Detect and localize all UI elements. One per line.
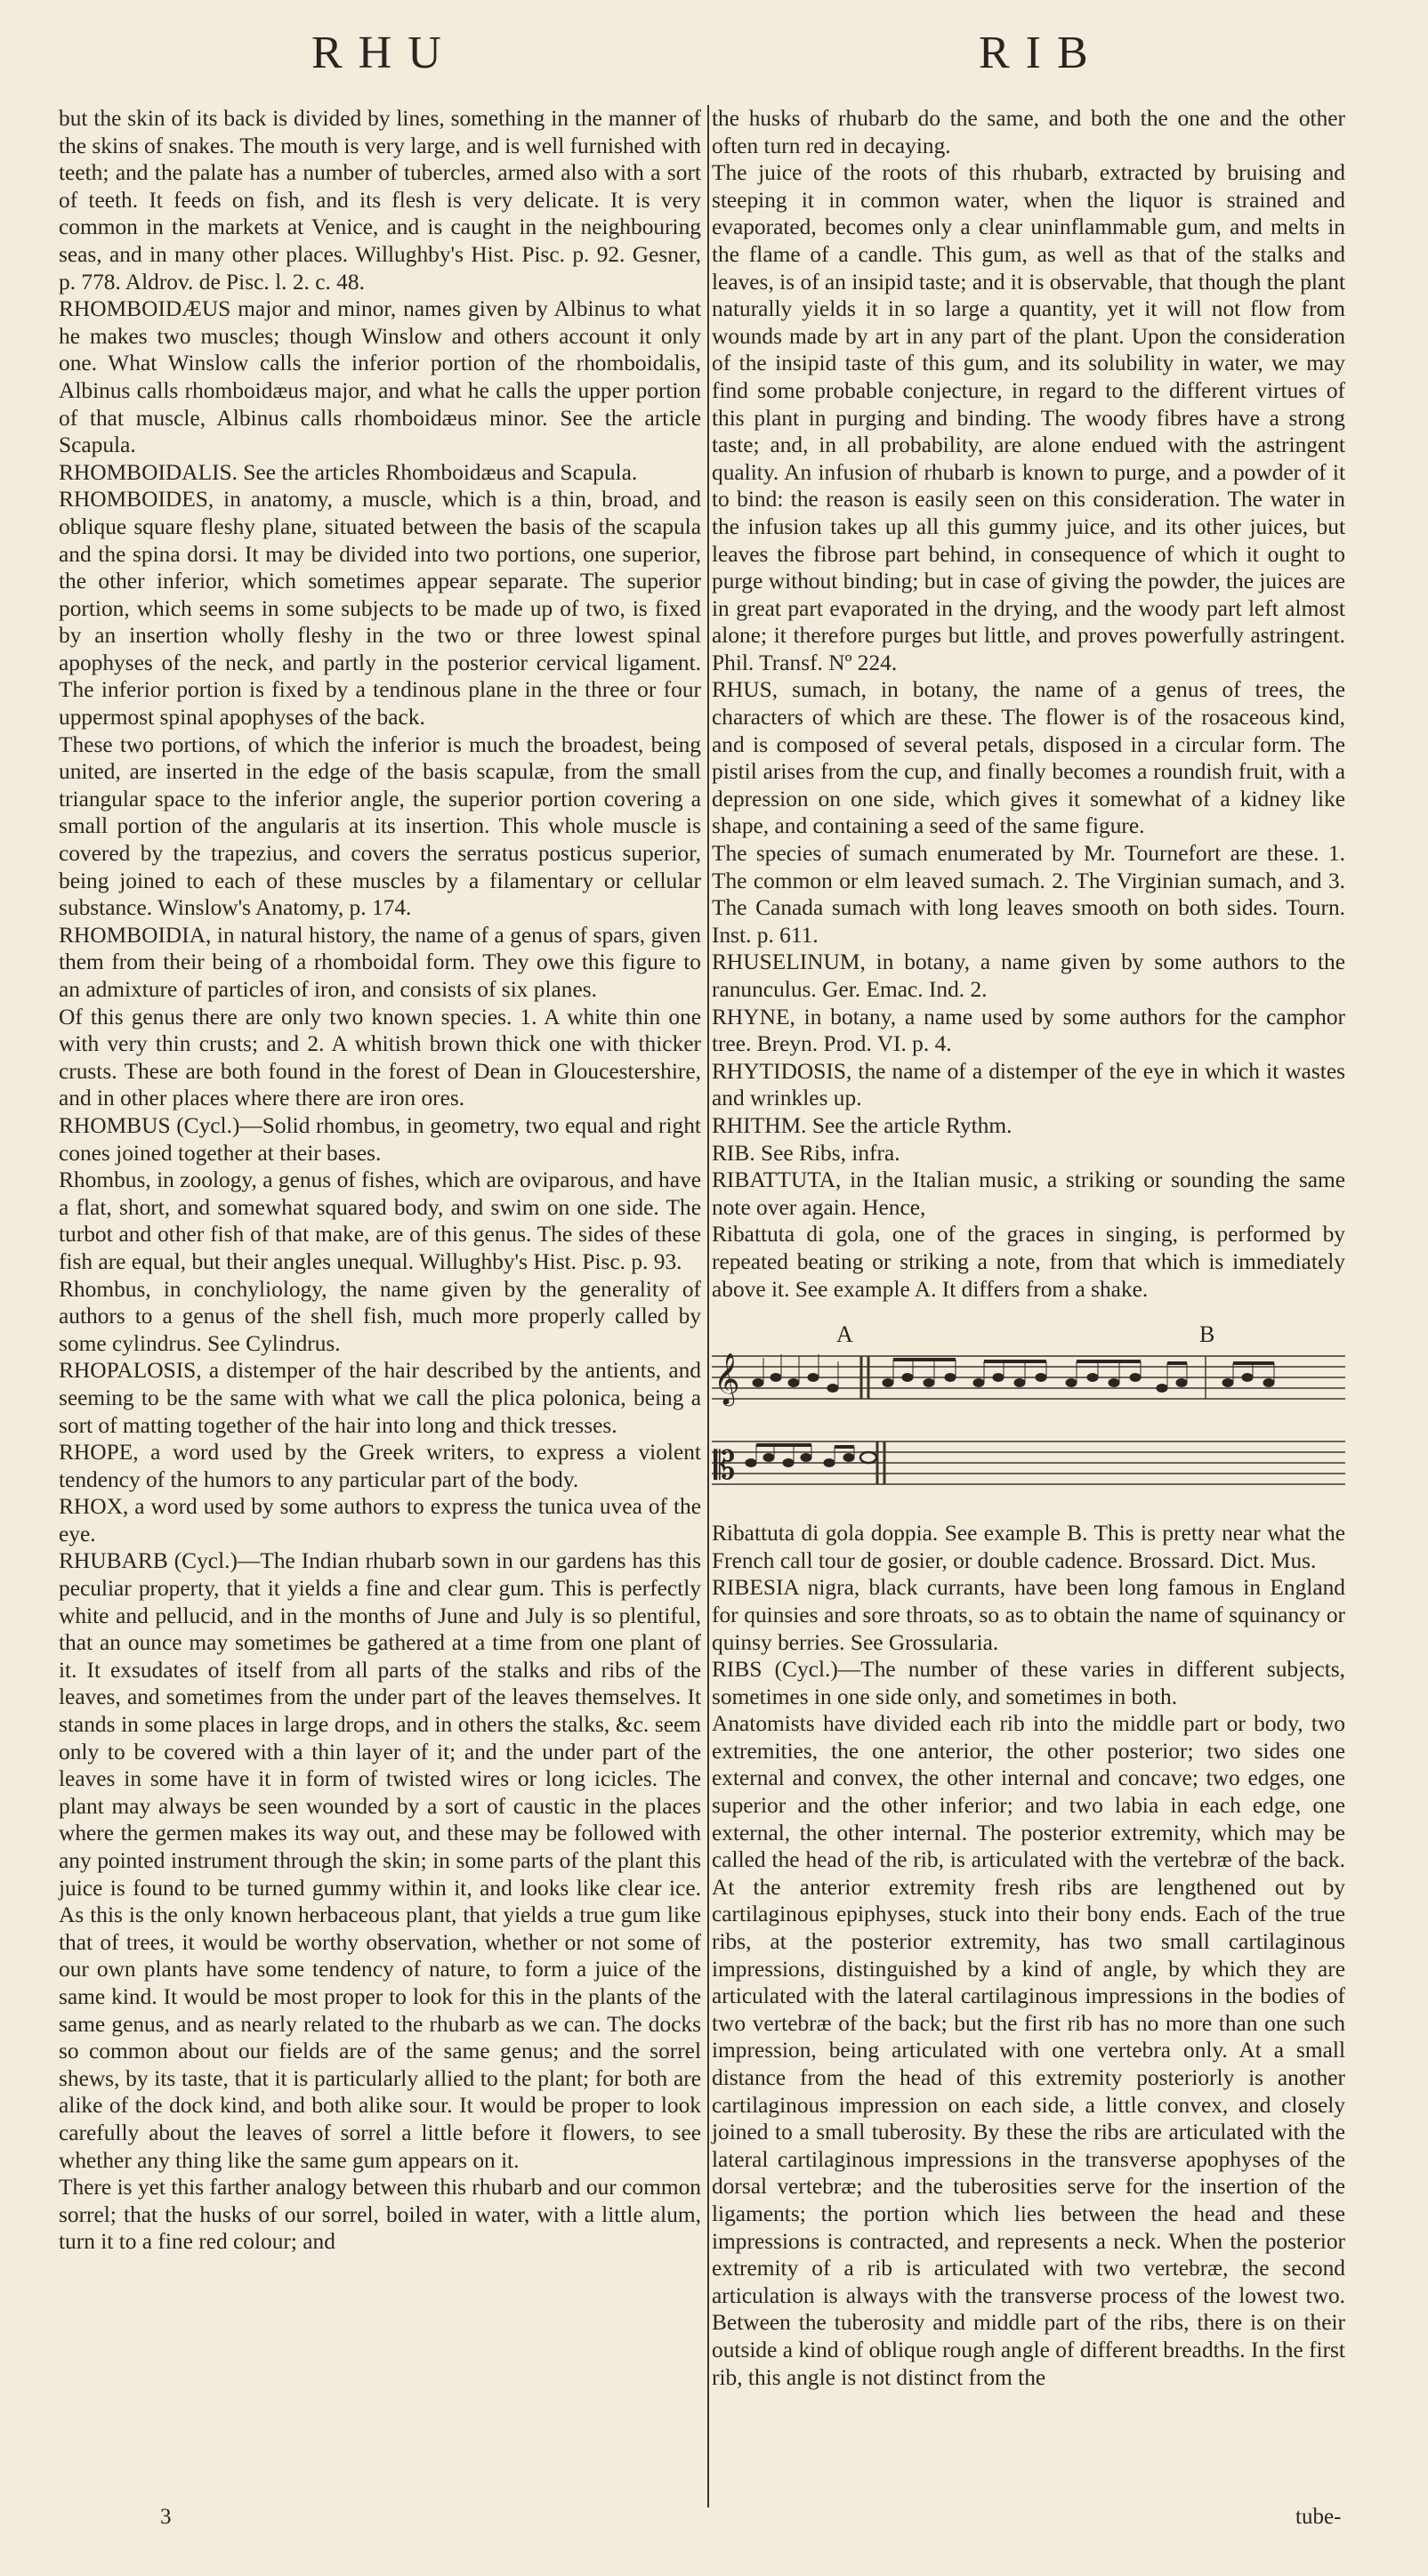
entry-rhyne: RHYNE, in botany, a name used by some authors for the camphor tree. Breyn. Prod. VI. p. 4.	[712, 1004, 1345, 1057]
catchword: tube-	[1295, 2505, 1342, 2529]
entry-rhope: RHOPE, a word used by the Greek writers, to express a violent tendency of the humors to any particular part of the body.	[59, 1440, 701, 1492]
column-rule	[707, 105, 709, 2507]
label-b: B	[1199, 1321, 1215, 1348]
entry-ribesia: RIBESIA nigra, black currants, have been long famous in England for quinsies and sore throats, so as to obtain the name of squinancy or quinsy berries. See Grossularia.	[712, 1575, 1345, 1655]
entry-rhubarb: RHUBARB (Cycl.)—The Indian rhubarb sown in our gardens has this peculiar property, that it yields a fine and clear gum. This is perfectly white and pellucid, and in the months of June and July is so plentiful, that an ounce may sometimes be gathered at a time from one plant of it. It exsudates of itself from all parts of the stalks and ribs of the leaves, and sometimes from the under part of the leaves themselves. It stands in some places in large drops, and in others the stalks, &c. seem only to be covered with a thin layer of it; and the under part of the leaves in some have it in form of twisted wires or long icicles. The plant may always be seen wounded by a sort of caustic in the places where the germen makes its way out, and these may be followed with any pointed instrument through the skin; in some parts of the plant this juice is found to be turned gummy within it, and looks like clear ice. As this is the only known herbaceous plant, that yields a true gum like that of trees, it would be worthy observation, whether or not some of our own plants have some tendency of nature, to form a juice of the same kind. It would be most proper to look for this in the plants of the same genus, and as nearly related to the rhubarb as we can. The docks so common about our fields are of the same genus; and the sorrel shews, by its taste, that it is particularly allied to the plant; for both are alike of the dock kind, and both alike sour. It would be proper to look carefully about the leaves of sorrel a little before it flowers, to see whether any thing like the same gum appears on it.	[59, 1548, 701, 2173]
entry-rhus: RHUS, sumach, in botany, the name of a genus of trees, the characters of which are these. The flower is of the rosaceous kind, and is composed of several petals, disposed in a circular form. The pistil arises from the cup, and finally becomes a roundish fruit, with a depression on one side, which gives it somewhat of a kidney like shape, and containing a seed of the same figure.	[712, 677, 1345, 839]
running-header	[0, 27, 1428, 89]
entry-rhomboidia: RHOMBOIDIA, in natural history, the name of a genus of spars, given them from their being of a rhomboidal form. They owe this figure to an admixture of particles of iron, and consists of six planes.	[59, 922, 701, 1002]
paragraph: but the skin of its back is divided by lines, something in the manner of the skins of snakes. The mouth is very large, and is well furnished with teeth; and the palate has a number of tubercles, armed also with a sort of teeth. It feeds on fish, and its flesh is very delicate. It is very common in the markets at Venice, and is caught in the neighbouring seas, and in many other places. Willughby's Hist. Pisc. p. 92. Gesner, p. 778. Aldrov. de Pisc. l. 2. c. 48.	[59, 106, 701, 295]
staff-bottom	[712, 1441, 1345, 1484]
entry-rib: RIB. See Ribs, infra.	[712, 1140, 900, 1166]
entry-ribattuta-doppia: Ribattuta di gola doppia. See example B. This is pretty near what the French call tour de gosier, or double cadence. Brossard. Dict. Mus.	[712, 1521, 1345, 1573]
entry-ribattuta-di-gola: Ribattuta di gola, one of the graces in singing, is performed by repeated beating or striking a note, from that which is immediately above it. See example A. It differs from a shake.	[712, 1222, 1345, 1302]
entry-rhombus-conchyliology: Rhombus, in conchyliology, the name given by the generality of authors to a genus of the shell fish, much more properly called by some cylindrus. See Cylindrus.	[59, 1276, 701, 1356]
paragraph: The juice of the roots of this rhubarb, extracted by bruising and steeping it in common water, when the liquor is strained and evaporated, becomes only a clear uninflammable gum, and melts in the flame of a candle. This gum, as well as that of the stalks and leaves, is of an insipid taste; and it is observable, that though the plant naturally yields it in so large a quantity, yet it will not flow from wounds made by art in any part of the plant. Upon the consideration of the insipid taste of this gum, and its solubility in water, we may find some probable conjecture, in regard to the different virtues of this plant in purging and binding. The woody fibres have a strong taste; and, in all probability, are alone endued with the astringent quality. An infusion of rhubarb is known to purge, and a powder of it to bind: the reason is easily seen on this consideration. The water in the infusion takes up all this gummy juice, and its other juices, but leaves the fibrose part behind, in consequence of which it ought to purge without binding; but in case of giving the powder, the juices are in great part evaporated in the drying, and the woody part left almost alone; it therefore purges but little, and proves powerfully astringent. Phil. Transf. Nº 224.	[712, 160, 1345, 675]
entry-rhopalosis: RHOPALOSIS, a distemper of the hair described by the antients, and seeming to be the same with what we call the plica polonica, being a sort of matting together of the hair into long and thick tresses.	[59, 1358, 701, 1438]
entry-rhombus-cycl: RHOMBUS (Cycl.)—Solid rhombus, in geometry, two equal and right cones joined together at their bases.	[59, 1112, 701, 1166]
paragraph: Of this genus there are only two known species. 1. A white thin one with very thin crusts; and 2. A whitish brown thick one with thicker crusts. These are both found in the forest of Dean in Gloucestershire, and in other places where there are iron ores.	[59, 1004, 701, 1111]
entry-rhomboides: RHOMBOIDES, in anatomy, a muscle, which is a thin, broad, and oblique square fleshy plane, situated between the basis of the scapula and the spina dorsi. It may be divided into two portions, one superior, the other inferior, which sometimes appear separate. The superior portion, which seems in some subjects to be made up of two, is fixed by an insertion wholly fleshy in the two or three lowest spinal apophyses of the neck, and partly in the posterior cervical ligament. The inferior portion is fixed by a tendinous plane in the three or four uppermost spinal apophyses of the back.	[59, 487, 701, 731]
entry-rhomboideus: RHOMBOIDÆUS major and minor, names given by Albinus to what he makes two muscles; though Winslow and others account it only one. What Winslow calls the inferior portion of the rhomboidalis, Albinus calls rhomboidæus major, and what he calls the upper portion of that muscle, Albinus calls rhomboidæus minor. See the article Scapula.	[59, 296, 701, 458]
music-example-figure	[712, 1315, 1345, 1511]
paragraph: There is yet this farther analogy between this rhubarb and our common sorrel; that the husks of our sorrel, boiled in water, with a little alum, turn it to a fine red colour; and	[59, 2175, 701, 2255]
svg-text:𝄡: 𝄡	[714, 1443, 736, 1490]
entry-ribs: RIBS (Cycl.)—The number of these varies in different subjects, sometimes in one side only, and sometimes in both.	[712, 1657, 1345, 1709]
entry-ribattuta: RIBATTUTA, in the Italian music, a striking or sounding the same note over again. Hence,	[712, 1167, 1345, 1220]
entry-rhuselinum: RHUSELINUM, in botany, a name given by some authors to the ranunculus. Ger. Emac. Ind. 2.	[712, 949, 1345, 1002]
notes	[714, 1353, 1274, 1489]
paragraph: Anatomists have divided each rib into the middle part or body, two extremities, the one anterior, the other posterior; two sides one external and convex, the other internal and concave; two edges, one superior and the other inferior; and two labia in each edge, one external, the other internal. The posterior extremity, which may be called the head of the rib, is articulated with the vertebræ of the back. At the anterior extremity fresh ribs are lengthened out by cartilaginous epiphyses, stuck into their bony ends. Each of the true ribs, at the posterior extremity, has two small cartilaginous impressions, distinguished by a kind of angle, by which they are articulated with the lateral cartilaginous impressions in the bodies of two vertebræ of the back; but the first rib has no more than one such impression, being articulated with one vertebra only. At a small distance from the head of this extremity posteriorly is another cartilaginous impression on each side, a little convex, and closely joined to a small tuberosity. By these the ribs are articulated with the lateral cartilaginous impressions in the transverse apophyses of the dorsal vertebræ; and the tuberosities serve for the insertion of the ligaments; the portion which lies between the head and these impressions is contracted, and represents a neck. When the posterior extremity of a rib is articulated with two vertebræ, the second articulation is always with the transverse process of the lowest two. Between the tuberosity and middle part of the ribs, there is on their outside a kind of oblique rough angle of different breadths. In the first rib, this angle is not distinct from the	[712, 1711, 1345, 2390]
entry-rhomboidalis: RHOMBOIDALIS. See the articles Rhomboidæus and Scapula.	[59, 459, 638, 485]
header-right: RIB	[979, 28, 1104, 78]
entry-rhithm: RHITHM. See the article Rythm.	[712, 1112, 1013, 1138]
paragraph: These two portions, of which the inferior is much the broadest, being united, are inserted in the edge of the basis scapulæ, from the small triangular space to the inferior angle, the superior portion covering a small portion of the angularis at its insertion. This whole muscle is covered by the trapezius, and covers the serratus posticus superior, being joined to each of these muscles by a filamentary or cellular substance. Winslow's Anatomy, p. 174.	[59, 731, 701, 921]
paragraph: The species of sumach enumerated by Mr. Tournefort are these. 1. The common or elm leaved sumach. 2. The Virginian sumach, and 3. The Canada sumach with long leaves smooth on both sides. Tourn. Inst. p. 611.	[712, 841, 1345, 948]
page-number: 3	[160, 2505, 172, 2529]
entry-rhombus-zoology: Rhombus, in zoology, a genus of fishes, which are oviparous, and have a flat, short, and somewhat squared body, and swim on one side. The turbot and other fish of that make, are of this genus. The sides of these fish are equal, but their angles unequal. Willughby's Hist. Pisc. p. 93.	[59, 1167, 701, 1274]
entry-rhox: RHOX, a word used by some authors to express the tunica uvea of the eye.	[59, 1494, 701, 1546]
right-column	[712, 105, 1345, 2391]
header-left: RHU	[311, 28, 457, 78]
paragraph: the husks of rhubarb do the same, and both the one and the other often turn red in decaying.	[712, 106, 1345, 158]
music-notation	[712, 1315, 1345, 1511]
left-column	[59, 105, 701, 2256]
label-a: A	[836, 1321, 853, 1348]
svg-text:𝄞: 𝄞	[714, 1353, 740, 1405]
entry-rhytidosis: RHYTIDOSIS, the name of a distemper of the eye in which it wastes and wrinkles up.	[712, 1058, 1345, 1111]
